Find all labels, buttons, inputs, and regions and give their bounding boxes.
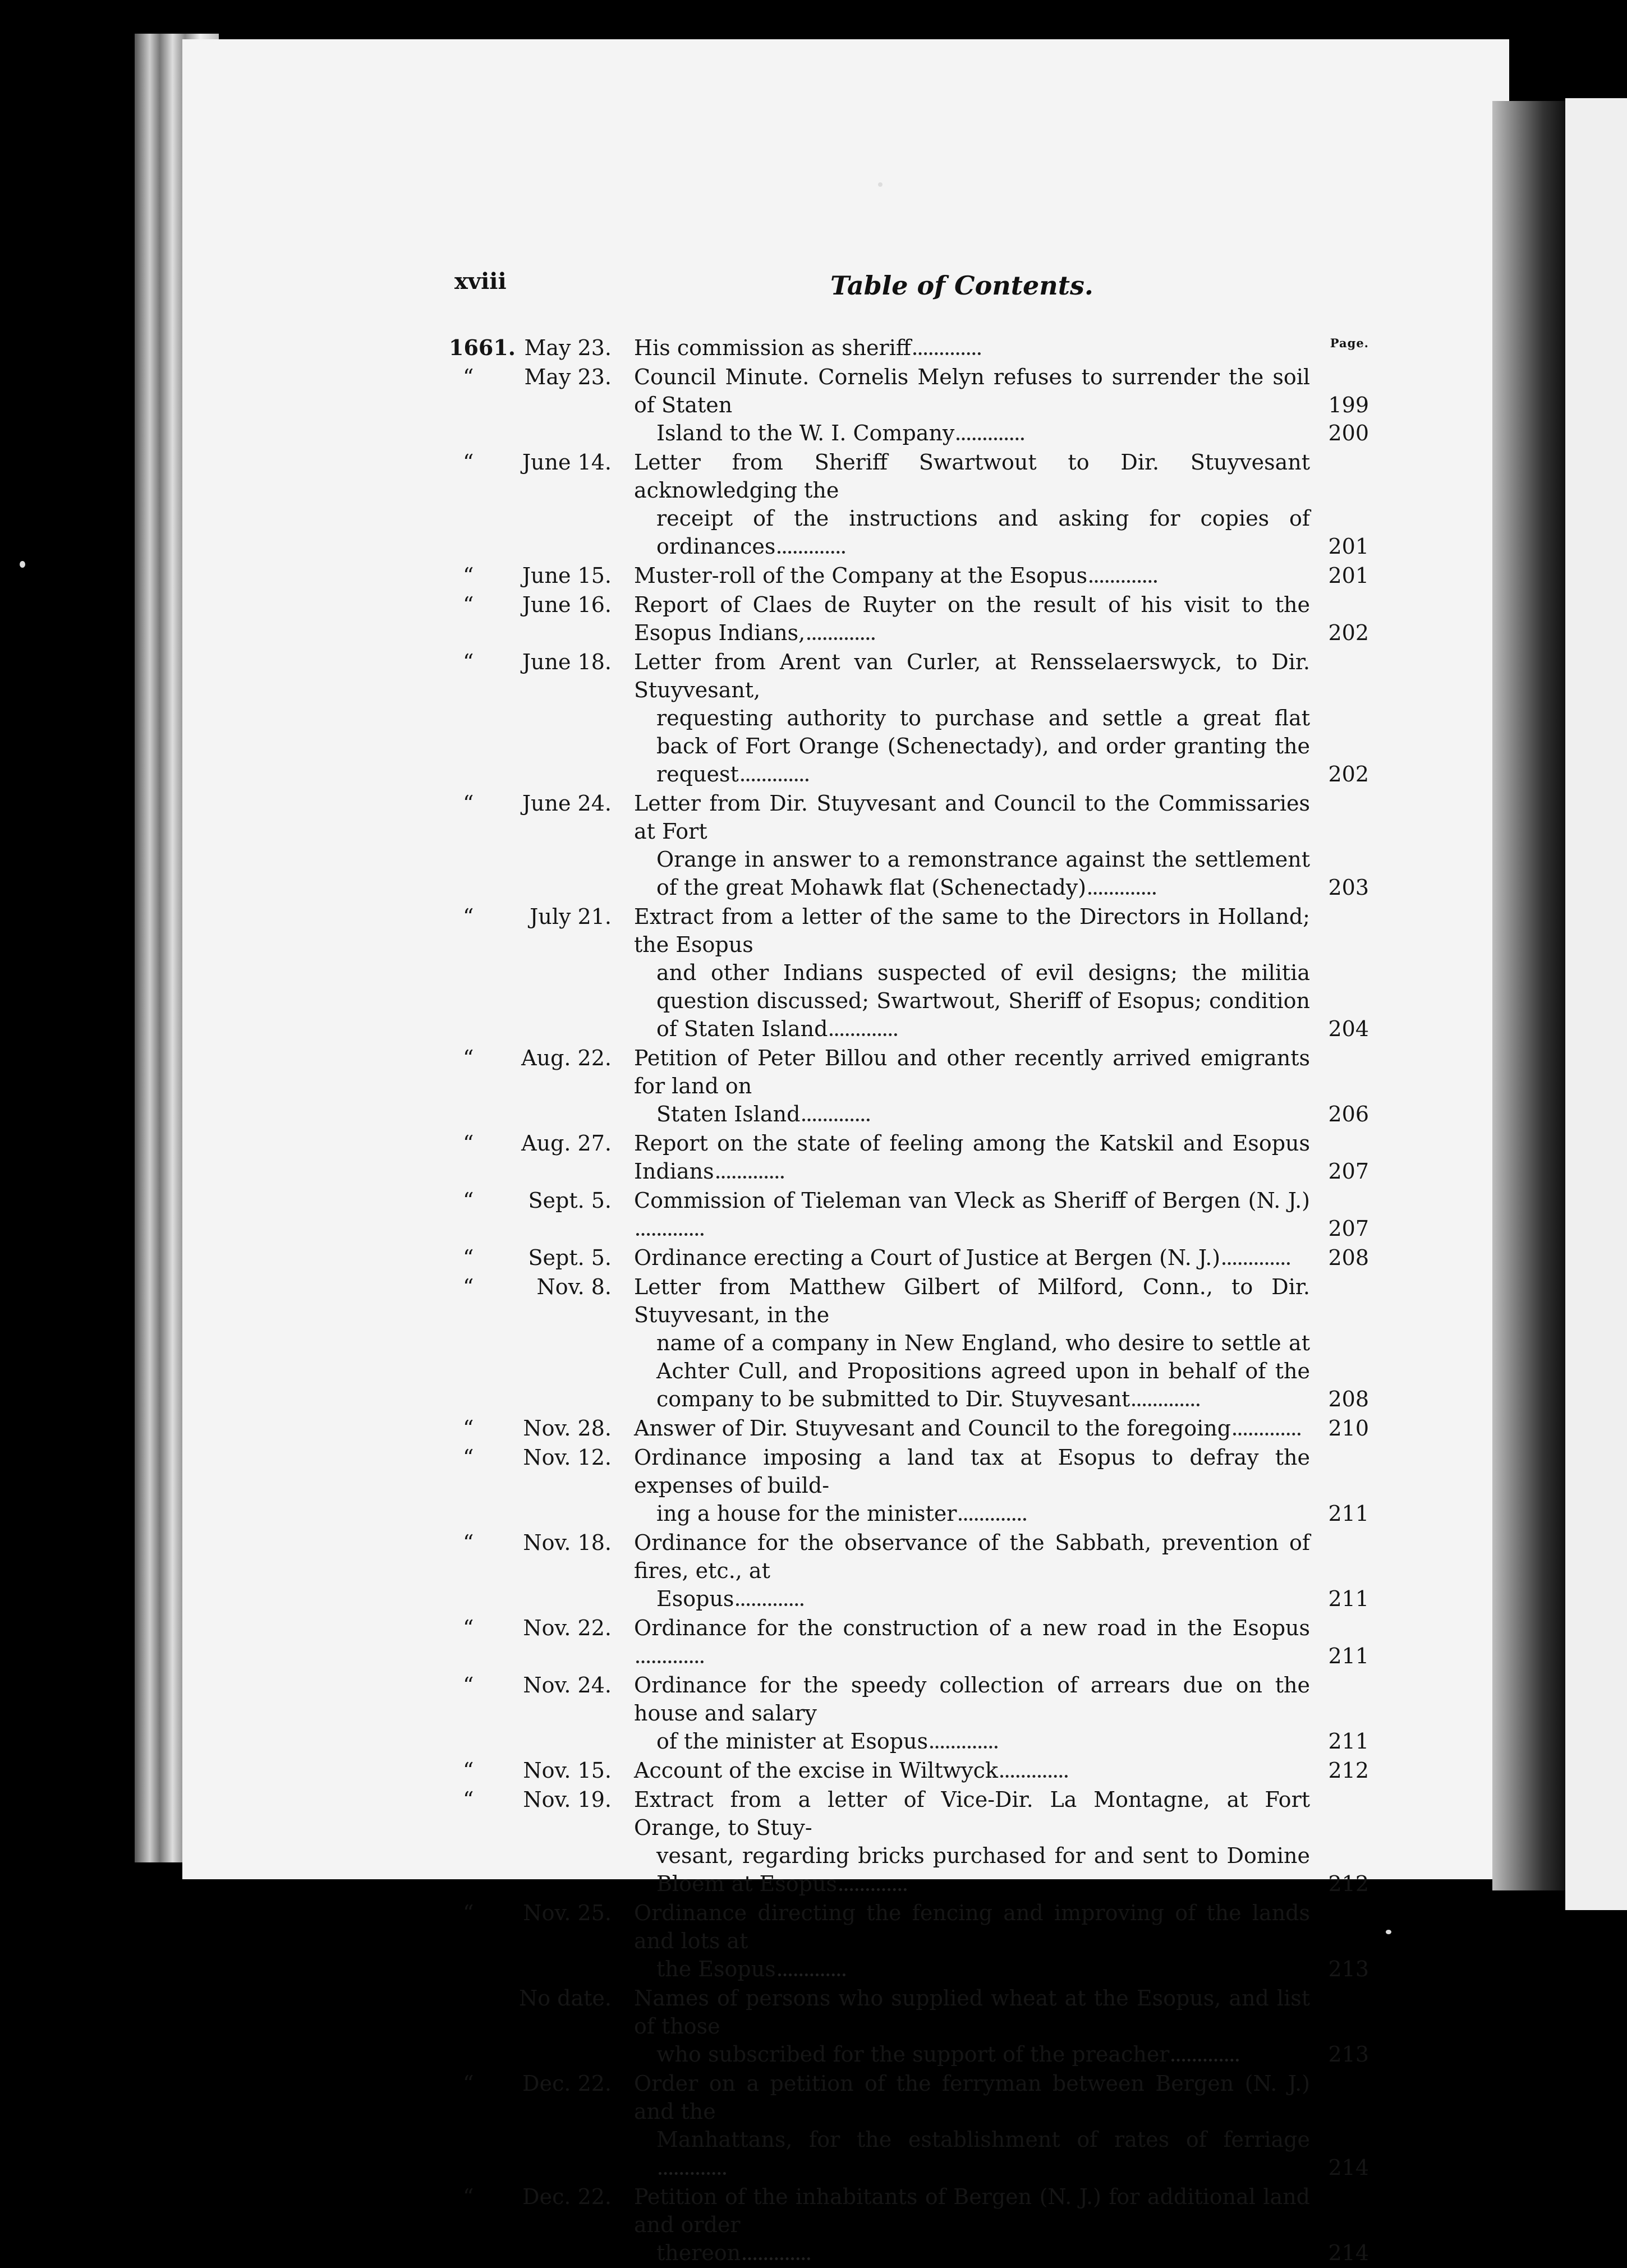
entry-page-number: 211 [1328, 1501, 1369, 1526]
entry-description [634, 1786, 1310, 1898]
leader-dots [1000, 1770, 1068, 1778]
entry-page-number: 199 200 [1328, 393, 1369, 445]
leader-dots [636, 1656, 704, 1663]
entry-date: Nov. 24. [523, 1673, 612, 1697]
gutter-shadow [1492, 101, 1565, 1890]
entry-description [634, 448, 1310, 560]
entry-date: Dec. 22. [522, 2184, 612, 2209]
toc-entry [449, 1273, 1372, 1413]
entry-description [634, 1984, 1310, 2068]
entry-year: “ [463, 1901, 474, 1925]
entry-page-number: 208 [1328, 1245, 1369, 1270]
entry-page-number: 213 [1328, 1957, 1369, 1981]
entry-year: “ [463, 563, 474, 588]
leader-dots [659, 2168, 726, 2175]
entry-title: Letter from Sheriff Swartwout to Dir. Stuyvesant acknowledging the [634, 450, 1310, 503]
entry-continuation: Manhattans, for the establishment of rates of ferriage [656, 2126, 1310, 2182]
entry-page-number: 202 [1328, 762, 1369, 786]
entry-description [634, 1443, 1310, 1528]
leader-dots [807, 633, 875, 640]
entry-year: “ [463, 592, 474, 617]
entry-page-number: 206 [1328, 1102, 1369, 1126]
entry-title: Letter from Matthew Gilbert of Milford, Conn., to Dir. Stuyvesant, in the [634, 1275, 1310, 1327]
entry-year: “ [463, 1275, 474, 1299]
entry-page-number: 207 [1328, 1159, 1369, 1184]
entry-description [634, 2183, 1310, 2267]
toc-entry [449, 1443, 1372, 1528]
toc-entry [449, 1984, 1372, 2068]
entry-title: Ordinance imposing a land tax at Esopus to defray the expenses of build- [634, 1445, 1310, 1498]
toc-entry [449, 1899, 1372, 1983]
entry-title: Answer of Dir. Stuyvesant and Council to the foregoing [634, 1416, 1231, 1441]
leader-dots [736, 1599, 803, 1606]
entry-description [634, 648, 1310, 788]
entry-title: Ordinance for the speedy collection of arrears due on the house and salary [634, 1673, 1310, 1726]
entry-title: Commission of Tieleman van Vleck as Sheriff of Bergen (N. J.) [634, 1188, 1310, 1213]
entry-title: Names of persons who supplied wheat at the Esopus, and list of those [634, 1986, 1310, 2039]
entry-title: Petition of Peter Billou and other recently arrived emigrants for land on [634, 1046, 1310, 1098]
leader-dots [1222, 1258, 1290, 1265]
entry-description [634, 789, 1310, 901]
entry-continuation: Island to the W. I. Company [656, 419, 1310, 447]
leader-dots [1090, 576, 1157, 583]
entry-description [634, 903, 1310, 1043]
entry-year: “ [463, 791, 474, 816]
entry-title: Ordinance erecting a Court of Justice at Bergen (N. J.) [634, 1245, 1221, 1270]
entry-description [634, 562, 1310, 590]
table-of-contents [449, 334, 1372, 2268]
entry-date: Nov. 22. [523, 1616, 612, 1640]
toc-entry [449, 562, 1372, 590]
entry-date: Aug. 22. [521, 1046, 612, 1070]
entry-date: June 14. [522, 450, 612, 475]
entry-page-number: 208 [1328, 1387, 1369, 1411]
entry-title: Petition of the inhabitants of Bergen (N. J.) for additional land and order [634, 2184, 1310, 2237]
entry-year: “ [463, 1188, 474, 1213]
entry-title: Ordinance directing the fencing and improving of the lands and lots at [634, 1901, 1310, 1953]
entry-continuation: receipt of the instructions and asking for copies of ordinances [656, 506, 1310, 559]
entry-page-number: 204 [1328, 1016, 1369, 1041]
entry-continuation: Staten Island [656, 1100, 1310, 1128]
entry-title: His commission as sheriff [634, 335, 911, 360]
entry-title: Order on a petition of the ferryman between Bergen (N. J.) and the [634, 2071, 1310, 2124]
facing-page [1565, 98, 1627, 1910]
folio-number: xviii [454, 268, 507, 295]
entry-year: “ [463, 1673, 474, 1697]
toc-entry [449, 789, 1372, 901]
entry-title: Extract from a letter of Vice-Dir. La Montagne, at Fort Orange, to Stuy- [634, 1787, 1310, 1840]
entry-year: “ [463, 1416, 474, 1441]
entry-date: Sept. 5. [528, 1188, 612, 1213]
entry-title: Report of Claes de Ruyter on the result of his visit to the Esopus Indians, [634, 592, 1310, 645]
entry-page-number: 214 [1328, 2155, 1369, 2180]
entry-description [634, 1414, 1310, 1442]
entry-title: Ordinance for the observance of the Sabbath, prevention of fires, etc., at [634, 1530, 1310, 1583]
entry-title: Ordinance for the construction of a new road in the Esopus [634, 1616, 1310, 1640]
leader-dots [743, 2253, 810, 2260]
entry-page-number: 213 [1328, 2042, 1369, 2067]
entry-date: Aug. 27. [521, 1131, 612, 1156]
entry-year: “ [463, 1131, 474, 1156]
leader-dots [1233, 1428, 1300, 1436]
entry-year: “ [463, 1530, 474, 1555]
entry-date: May 23. [524, 335, 612, 360]
leader-dots [802, 1114, 870, 1121]
entry-year: “ [463, 365, 474, 389]
leader-dots [1088, 887, 1156, 895]
running-title: Table of Contents. [830, 270, 1093, 301]
toc-entry [449, 1671, 1372, 1755]
entry-date: June 24. [522, 791, 612, 816]
entry-date: Nov. 28. [523, 1416, 612, 1441]
entry-page-number: 202 [1328, 620, 1369, 645]
entry-continuation: Esopus [656, 1585, 1310, 1613]
entry-description [634, 1614, 1310, 1670]
entry-year: “ [463, 650, 474, 674]
entry-year: “ [463, 450, 474, 475]
entry-title: Council Minute. Cornelis Melyn refuses to surrender the soil of Staten [634, 365, 1310, 417]
leader-dots [636, 1229, 704, 1236]
toc-entry [449, 1414, 1372, 1442]
leader-dots [778, 1969, 845, 1976]
entry-continuation: of the minister at Esopus [656, 1727, 1310, 1755]
entry-continuation: Orange in answer to a remonstrance against the settlement of the great Mohawk flat (Schenectady) [656, 847, 1310, 900]
entry-page-number: 214 [1328, 2241, 1369, 2265]
entry-description [634, 1129, 1310, 1185]
entry-continuation: ing a house for the minister [656, 1499, 1310, 1528]
toc-entry [449, 903, 1372, 1043]
entry-page-number: 201 [1328, 563, 1369, 588]
entry-description [634, 334, 1310, 362]
entry-continuation: name of a company in New England, who desire to settle at Achter Cull, and Propositions agreed upon in behalf of the company to be submitted to Dir. Stuyvesant [656, 1331, 1310, 1411]
entry-date: Nov. 8. [536, 1275, 612, 1299]
entry-year: “ [463, 904, 474, 929]
entry-year: “ [463, 1445, 474, 1470]
entry-year: 1661. [449, 335, 516, 360]
toc-entry [449, 2069, 1372, 2182]
entry-title: Account of the excise in Wiltwyck [634, 1758, 998, 1783]
leader-dots [716, 1171, 784, 1179]
entry-description [634, 591, 1310, 647]
entry-page-number: 210 [1328, 1416, 1369, 1441]
toc-entry [449, 1186, 1372, 1243]
entry-date: Nov. 18. [523, 1530, 612, 1555]
dust-speck [20, 561, 25, 568]
entry-continuation: vesant, regarding bricks purchased for and sent to Domine Bloem at Esopus [656, 1843, 1310, 1896]
leader-dots [930, 1741, 998, 1749]
entry-title: Muster-roll of the Company at the Esopus [634, 563, 1088, 588]
entry-page-number: 207 [1328, 1216, 1369, 1241]
entry-year: “ [463, 1758, 474, 1783]
entry-description [634, 1671, 1310, 1755]
leader-dots [839, 1884, 907, 1891]
leader-dots [830, 1029, 897, 1036]
entry-title: Letter from Arent van Curler, at Rensselaerswyck, to Dir. Stuyvesant, [634, 650, 1310, 702]
toc-entry [449, 1044, 1372, 1128]
toc-entry [449, 1129, 1372, 1185]
entry-description [634, 1899, 1310, 1983]
entry-date: July 21. [530, 904, 612, 929]
leader-dots [1132, 1399, 1199, 1406]
entry-page-number: 203 [1328, 875, 1369, 900]
page-column-head: Page. [1330, 336, 1369, 350]
toc-entry [449, 1756, 1372, 1784]
entry-year: “ [463, 2071, 474, 2096]
entry-description [634, 1756, 1310, 1784]
entry-description [634, 1186, 1310, 1243]
toc-entry [449, 1614, 1372, 1670]
entry-title: Extract from a letter of the same to the Directors in Holland; the Esopus [634, 904, 1310, 957]
entry-description [634, 363, 1310, 447]
entry-page-number: 211 [1328, 1586, 1369, 1611]
toc-entries [449, 334, 1372, 2267]
entry-date: Nov. 12. [523, 1445, 612, 1470]
leader-dots [957, 433, 1024, 440]
entry-date: June 15. [522, 563, 612, 588]
toc-entry [449, 591, 1372, 647]
entry-description [634, 1273, 1310, 1413]
entry-year: “ [463, 1245, 474, 1270]
entry-page-number: 212 [1328, 1871, 1369, 1896]
toc-entry [449, 648, 1372, 788]
entry-page-number: 201 [1328, 534, 1369, 559]
toc-entry [449, 1529, 1372, 1613]
leader-dots [778, 546, 845, 554]
entry-year: “ [463, 1787, 474, 1812]
entry-description [634, 1044, 1310, 1128]
entry-year: “ [463, 1616, 474, 1640]
entry-continuation: requesting authority to purchase and settle a great flat back of Fort Orange (Schenectady), and order granting the request [656, 706, 1310, 786]
entry-title: Report on the state of feeling among the Katskil and Esopus Indians [634, 1131, 1310, 1184]
toc-entry [449, 448, 1372, 560]
entry-continuation: and other Indians suspected of evil designs; the militia question discussed; Swartwout, Sheriff of Esopus; condition of Staten Island [656, 960, 1310, 1041]
dust-speck [878, 182, 883, 187]
toc-entry [449, 334, 1372, 362]
entry-date: June 18. [522, 650, 612, 674]
toc-entry [449, 363, 1372, 447]
entry-description [634, 2069, 1310, 2182]
entry-date: Nov. 19. [523, 1787, 612, 1812]
entry-date: Nov. 25. [523, 1901, 612, 1925]
entry-date: Sept. 5. [528, 1245, 612, 1270]
leader-dots [741, 774, 808, 781]
entry-page-number: 212 [1328, 1758, 1369, 1783]
entry-date: No date. [518, 1986, 612, 2011]
leader-dots [913, 348, 981, 355]
entry-date: Nov. 15. [523, 1758, 612, 1783]
toc-entry [449, 2183, 1372, 2267]
entry-year: “ [463, 1046, 474, 1070]
entry-description [634, 1529, 1310, 1613]
leader-dots [1171, 2054, 1239, 2062]
entry-continuation: the Esopus [656, 1955, 1310, 1983]
entry-description [634, 1244, 1310, 1272]
entry-page-number: 211 [1328, 1729, 1369, 1754]
entry-date: Dec. 22. [522, 2071, 612, 2096]
toc-entry [449, 1244, 1372, 1272]
entry-page-number: 211 [1328, 1644, 1369, 1668]
entry-title: Letter from Dir. Stuyvesant and Council to the Commissaries at Fort [634, 791, 1310, 844]
entry-date: June 16. [522, 592, 612, 617]
leader-dots [959, 1513, 1026, 1521]
toc-entry [449, 1786, 1372, 1898]
dust-speck [1386, 1930, 1391, 1934]
entry-date: May 23. [524, 365, 612, 389]
entry-continuation: who subscribed for the support of the preacher [656, 2040, 1310, 2068]
entry-continuation: thereon [656, 2239, 1310, 2267]
entry-year: “ [463, 2184, 474, 2209]
